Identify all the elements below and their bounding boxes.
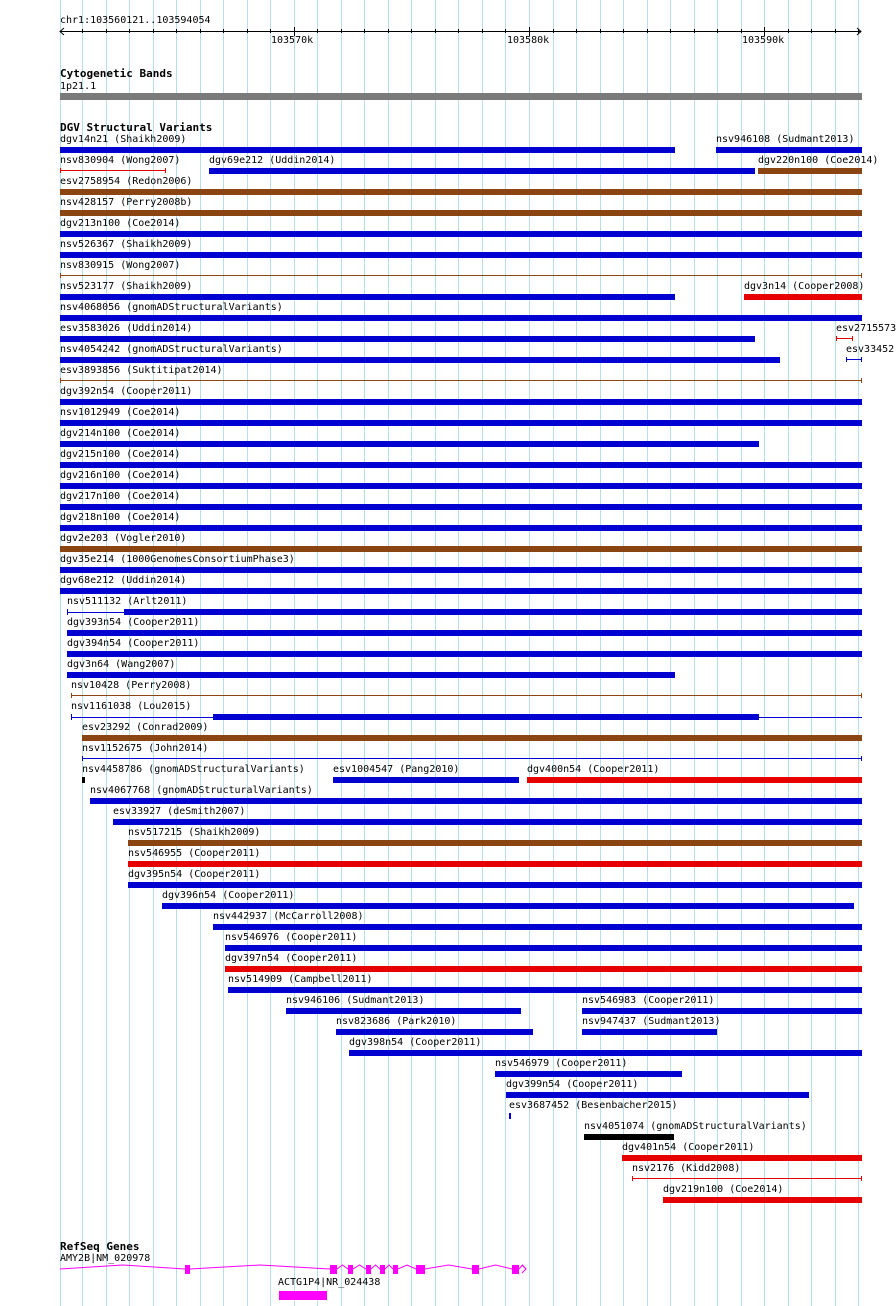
variant-bar-end[interactable] (852, 336, 853, 341)
variant-bar[interactable] (716, 147, 862, 153)
variant-bar[interactable] (60, 252, 862, 258)
variant-label[interactable]: dgv397n54 (Cooper2011) (225, 953, 358, 964)
variant-label[interactable]: dgv215n100 (Coe2014) (60, 449, 181, 460)
ruler-tick (176, 29, 177, 33)
variant-label[interactable]: dgv218n100 (Coe2014) (60, 512, 181, 523)
variant-bar[interactable] (162, 903, 854, 909)
variant-bar[interactable] (349, 1050, 862, 1056)
ruler-tick (811, 29, 812, 33)
variant-label[interactable]: nsv546983 (Cooper2011) (582, 995, 715, 1006)
variant-bar[interactable] (60, 546, 862, 552)
ruler-tick (364, 29, 365, 33)
variant-bar[interactable] (60, 357, 780, 363)
ruler-tick (576, 29, 577, 33)
gene-exon[interactable] (185, 1265, 190, 1274)
variant-bar[interactable] (527, 777, 862, 783)
ruler-tick (647, 29, 648, 33)
gene-actg1p4[interactable] (279, 1291, 327, 1300)
variant-label[interactable]: dgv398n54 (Cooper2011) (349, 1037, 482, 1048)
variant-label[interactable]: nsv4458786 (gnomADStructuralVariants) (82, 764, 305, 775)
variant-bar[interactable] (744, 294, 862, 300)
variant-bar[interactable] (67, 630, 862, 636)
variant-bar-end[interactable] (60, 273, 61, 278)
variant-bar[interactable] (67, 672, 675, 678)
variant-bar-end[interactable] (861, 1176, 862, 1181)
variant-label[interactable]: nsv2176 (Kidd2008) (632, 1163, 741, 1174)
gene-label: ACTG1P4|NR_024438 (278, 1277, 381, 1288)
gene-exon[interactable] (416, 1265, 425, 1274)
variant-bar[interactable] (60, 441, 759, 447)
ruler-tick-label: 103580k (507, 35, 550, 46)
variant-label[interactable]: dgv400n54 (Cooper2011) (527, 764, 660, 775)
variant-label[interactable]: esv23292 (Conrad2009) (82, 722, 209, 733)
variant-bar-end[interactable] (861, 378, 862, 383)
variant-bar-gap[interactable] (759, 717, 862, 718)
variant-bar-end[interactable] (836, 336, 837, 341)
variant-bar[interactable] (82, 758, 862, 759)
variant-label[interactable]: nsv442937 (McCarroll2008) (213, 911, 364, 922)
variant-label[interactable]: nsv546979 (Cooper2011) (495, 1058, 628, 1069)
variant-label[interactable]: dgv394n54 (Cooper2011) (67, 638, 200, 649)
variant-bar[interactable] (846, 359, 862, 360)
variant-bar[interactable] (333, 777, 519, 783)
ruler-tick (694, 29, 695, 33)
ruler-tick (835, 29, 836, 33)
gene-exon[interactable] (393, 1265, 398, 1274)
variant-bar[interactable] (228, 987, 862, 993)
gene-exon[interactable] (330, 1265, 337, 1274)
variant-label[interactable]: dgv217n100 (Coe2014) (60, 491, 181, 502)
variant-label[interactable]: nsv830904 (Wong2007) (60, 155, 181, 166)
ruler-tick (623, 29, 624, 33)
ruler-tick (341, 29, 342, 33)
variant-bar[interactable] (506, 1092, 809, 1098)
variant-label[interactable]: dgv220n100 (Coe2014) (758, 155, 879, 166)
variant-bar-end[interactable] (82, 756, 83, 761)
variant-bar[interactable] (213, 714, 759, 720)
variant-label[interactable]: esv33927 (deSmith2007) (113, 806, 246, 817)
cytoband-bar[interactable] (60, 93, 862, 100)
variant-bar[interactable] (582, 1029, 717, 1035)
ruler-tick (82, 29, 83, 33)
ruler-tick (717, 29, 718, 33)
variant-label[interactable]: dgv393n54 (Cooper2011) (67, 617, 200, 628)
variant-bar[interactable] (60, 231, 862, 237)
variant-label[interactable]: dgv3n64 (Wang2007) (67, 659, 176, 670)
variant-bar[interactable] (758, 168, 862, 174)
variant-label[interactable]: nsv511132 (Arlt2011) (67, 596, 188, 607)
ruler-tick (270, 29, 271, 33)
variant-label[interactable]: nsv947437 (Sudmant2013) (582, 1016, 721, 1027)
variant-label[interactable]: nsv4068056 (gnomADStructuralVariants) (60, 302, 283, 313)
variant-bar[interactable] (67, 651, 862, 657)
variant-bar-end[interactable] (861, 273, 862, 278)
variant-label[interactable]: nsv526367 (Shaikh2009) (60, 239, 193, 250)
variant-bar[interactable] (60, 462, 862, 468)
variant-bar[interactable] (60, 588, 862, 594)
variant-label[interactable]: dgv216n100 (Coe2014) (60, 470, 181, 481)
variant-bar[interactable] (622, 1155, 862, 1161)
variant-label[interactable]: dgv69e212 (Uddin2014) (209, 155, 336, 166)
variant-bar[interactable] (225, 966, 862, 972)
variant-label[interactable]: esv3583026 (Uddin2014) (60, 323, 193, 334)
variant-bar[interactable] (336, 1029, 533, 1035)
variant-bar-end[interactable] (632, 1176, 633, 1181)
variant-bar[interactable] (60, 294, 675, 300)
variant-label[interactable]: dgv3n14 (Cooper2008) (744, 281, 865, 292)
variant-label[interactable]: nsv4054242 (gnomADStructuralVariants) (60, 344, 283, 355)
variant-label[interactable]: nsv546955 (Cooper2011) (128, 848, 261, 859)
ruler-tick (317, 29, 318, 33)
ruler-tick (505, 29, 506, 33)
variant-bar-end[interactable] (861, 693, 862, 698)
variant-label[interactable]: nsv946108 (Sudmant2013) (716, 134, 855, 145)
variant-label[interactable]: nsv10428 (Perry2008) (71, 680, 192, 691)
variant-bar[interactable] (60, 315, 862, 321)
variant-label[interactable]: nsv1012949 (Coe2014) (60, 407, 181, 418)
variant-bar[interactable] (60, 399, 862, 405)
gene-exon[interactable] (512, 1265, 519, 1274)
variant-bar[interactable] (60, 420, 862, 426)
variant-bar-end[interactable] (165, 168, 166, 173)
variant-label[interactable]: nsv546976 (Cooper2011) (225, 932, 358, 943)
variant-label[interactable]: dgv219n100 (Coe2014) (663, 1184, 784, 1195)
variant-label[interactable]: dgv214n100 (Coe2014) (60, 428, 181, 439)
ruler-tick (458, 29, 459, 33)
variant-bar[interactable] (128, 861, 862, 867)
variant-label[interactable]: nsv1152675 (John2014) (82, 743, 209, 754)
variant-label[interactable]: esv2758954 (Redon2006) (60, 176, 193, 187)
variant-bar[interactable] (584, 1134, 674, 1140)
ruler-tick (247, 29, 248, 33)
variant-bar[interactable] (836, 338, 853, 339)
variant-label[interactable]: nsv4067768 (gnomADStructuralVariants) (90, 785, 313, 796)
variant-bar[interactable] (60, 275, 862, 276)
ruler-tick (106, 29, 107, 33)
variant-label[interactable]: dgv2e203 (Vogler2010) (60, 533, 187, 544)
variant-bar[interactable] (509, 1113, 511, 1119)
variant-bar-end[interactable] (861, 357, 862, 362)
variant-bar[interactable] (60, 170, 166, 171)
track-title[interactable]: DGV Structural Variants (60, 121, 213, 134)
variant-label[interactable]: dgv395n54 (Cooper2011) (128, 869, 261, 880)
variant-bar[interactable] (225, 945, 862, 951)
variant-label[interactable]: nsv523177 (Shaikh2009) (60, 281, 193, 292)
variant-bar-gap[interactable] (71, 717, 213, 718)
variant-label[interactable]: esv2715573 (836, 323, 896, 334)
variant-bar-end[interactable] (71, 693, 72, 698)
gene-exon[interactable] (366, 1265, 371, 1274)
variant-label[interactable]: dgv401n54 (Cooper2011) (622, 1142, 755, 1153)
variant-bar[interactable] (582, 1008, 862, 1014)
gene-exon[interactable] (348, 1265, 353, 1274)
ruler-tick (670, 29, 671, 33)
variant-label[interactable]: dgv14n21 (Shaikh2009) (60, 134, 187, 145)
variant-bar-end[interactable] (861, 756, 862, 761)
variant-label[interactable]: esv3893856 (Suktitipat2014) (60, 365, 223, 376)
variant-bar[interactable] (60, 483, 862, 489)
variant-bar[interactable] (60, 504, 862, 510)
variant-label[interactable]: nsv4051074 (gnomADStructuralVariants) (584, 1121, 807, 1132)
ruler-tick (200, 29, 201, 33)
ruler-tick (411, 29, 412, 33)
variant-label[interactable]: nsv1161038 (Lou2015) (71, 701, 192, 712)
variant-bar[interactable] (60, 567, 862, 573)
ruler-tick-label: 103570k (271, 35, 314, 46)
variant-bar[interactable] (60, 380, 862, 381)
gene-exon[interactable] (472, 1265, 479, 1274)
ruler-tick (482, 29, 483, 33)
ruler-tick (388, 29, 389, 33)
ruler-tick (788, 29, 789, 33)
variant-label[interactable]: nsv517215 (Shaikh2009) (128, 827, 261, 838)
variant-bar[interactable] (632, 1178, 862, 1179)
variant-label[interactable]: nsv823686 (Park2010) (336, 1016, 457, 1027)
variant-bar[interactable] (128, 840, 862, 846)
ruler-tick (858, 29, 859, 33)
variant-label[interactable]: nsv514909 (Campbell2011) (228, 974, 373, 985)
variant-label[interactable]: dgv35e214 (1000GenomesConsortiumPhase3) (60, 554, 295, 565)
ruler-tick (600, 29, 601, 33)
variant-label[interactable]: esv1004547 (Pang2010) (333, 764, 460, 775)
variant-bar[interactable] (663, 1197, 862, 1203)
ruler-tick (553, 29, 554, 33)
variant-label[interactable]: dgv396n54 (Cooper2011) (162, 890, 295, 901)
variant-label[interactable]: esv3687452 (Besenbacher2015) (509, 1100, 678, 1111)
variant-label[interactable]: nsv830915 (Wong2007) (60, 260, 181, 271)
cytoband-label: 1p21.1 (60, 81, 97, 92)
variant-label[interactable]: nsv946106 (Sudmant2013) (286, 995, 425, 1006)
variant-bar[interactable] (213, 924, 862, 930)
gene-exon[interactable] (380, 1265, 385, 1274)
gene-label: AMY2B|NM_020978 (60, 1253, 151, 1264)
variant-bar[interactable] (128, 882, 862, 888)
ruler-tick-label: 103590k (742, 35, 785, 46)
variant-bar-end[interactable] (60, 168, 61, 173)
variant-bar[interactable] (113, 819, 862, 825)
variant-bar[interactable] (209, 168, 755, 174)
variant-label[interactable]: dgv68e212 (Uddin2014) (60, 575, 187, 586)
variant-bar[interactable] (286, 1008, 521, 1014)
gene-amy2b[interactable] (55, 1260, 535, 1278)
variant-bar[interactable] (495, 1071, 682, 1077)
variant-bar-gap[interactable] (68, 612, 124, 613)
ruler-tick (129, 29, 130, 33)
variant-bar[interactable] (82, 777, 85, 783)
variant-bar[interactable] (60, 210, 862, 216)
variant-label[interactable]: dgv213n100 (Coe2014) (60, 218, 181, 229)
variant-bar[interactable] (60, 147, 675, 153)
ruler-coordinates: chr1:103560121..103594054 (60, 15, 211, 26)
ruler-tick (223, 29, 224, 33)
track-title[interactable]: Cytogenetic Bands (60, 67, 173, 80)
ruler-tick (435, 29, 436, 33)
variant-bar[interactable] (71, 695, 862, 696)
variant-bar[interactable] (124, 609, 862, 615)
variant-label[interactable]: esv33452 (846, 344, 895, 355)
variant-bar-end[interactable] (846, 357, 847, 362)
variant-bar[interactable] (82, 735, 862, 741)
variant-bar-end[interactable] (60, 378, 61, 383)
variant-bar[interactable] (60, 336, 755, 342)
variant-label[interactable]: dgv399n54 (Cooper2011) (506, 1079, 639, 1090)
variant-bar[interactable] (60, 525, 862, 531)
variant-label[interactable]: dgv392n54 (Cooper2011) (60, 386, 193, 397)
ruler-tick (741, 29, 742, 33)
ruler-tick (153, 29, 154, 33)
variant-bar[interactable] (60, 189, 862, 195)
grid-line (60, 0, 61, 1306)
track-title[interactable]: RefSeq Genes (60, 1240, 140, 1253)
variant-label[interactable]: nsv428157 (Perry2008b) (60, 197, 193, 208)
variant-bar[interactable] (90, 798, 862, 804)
